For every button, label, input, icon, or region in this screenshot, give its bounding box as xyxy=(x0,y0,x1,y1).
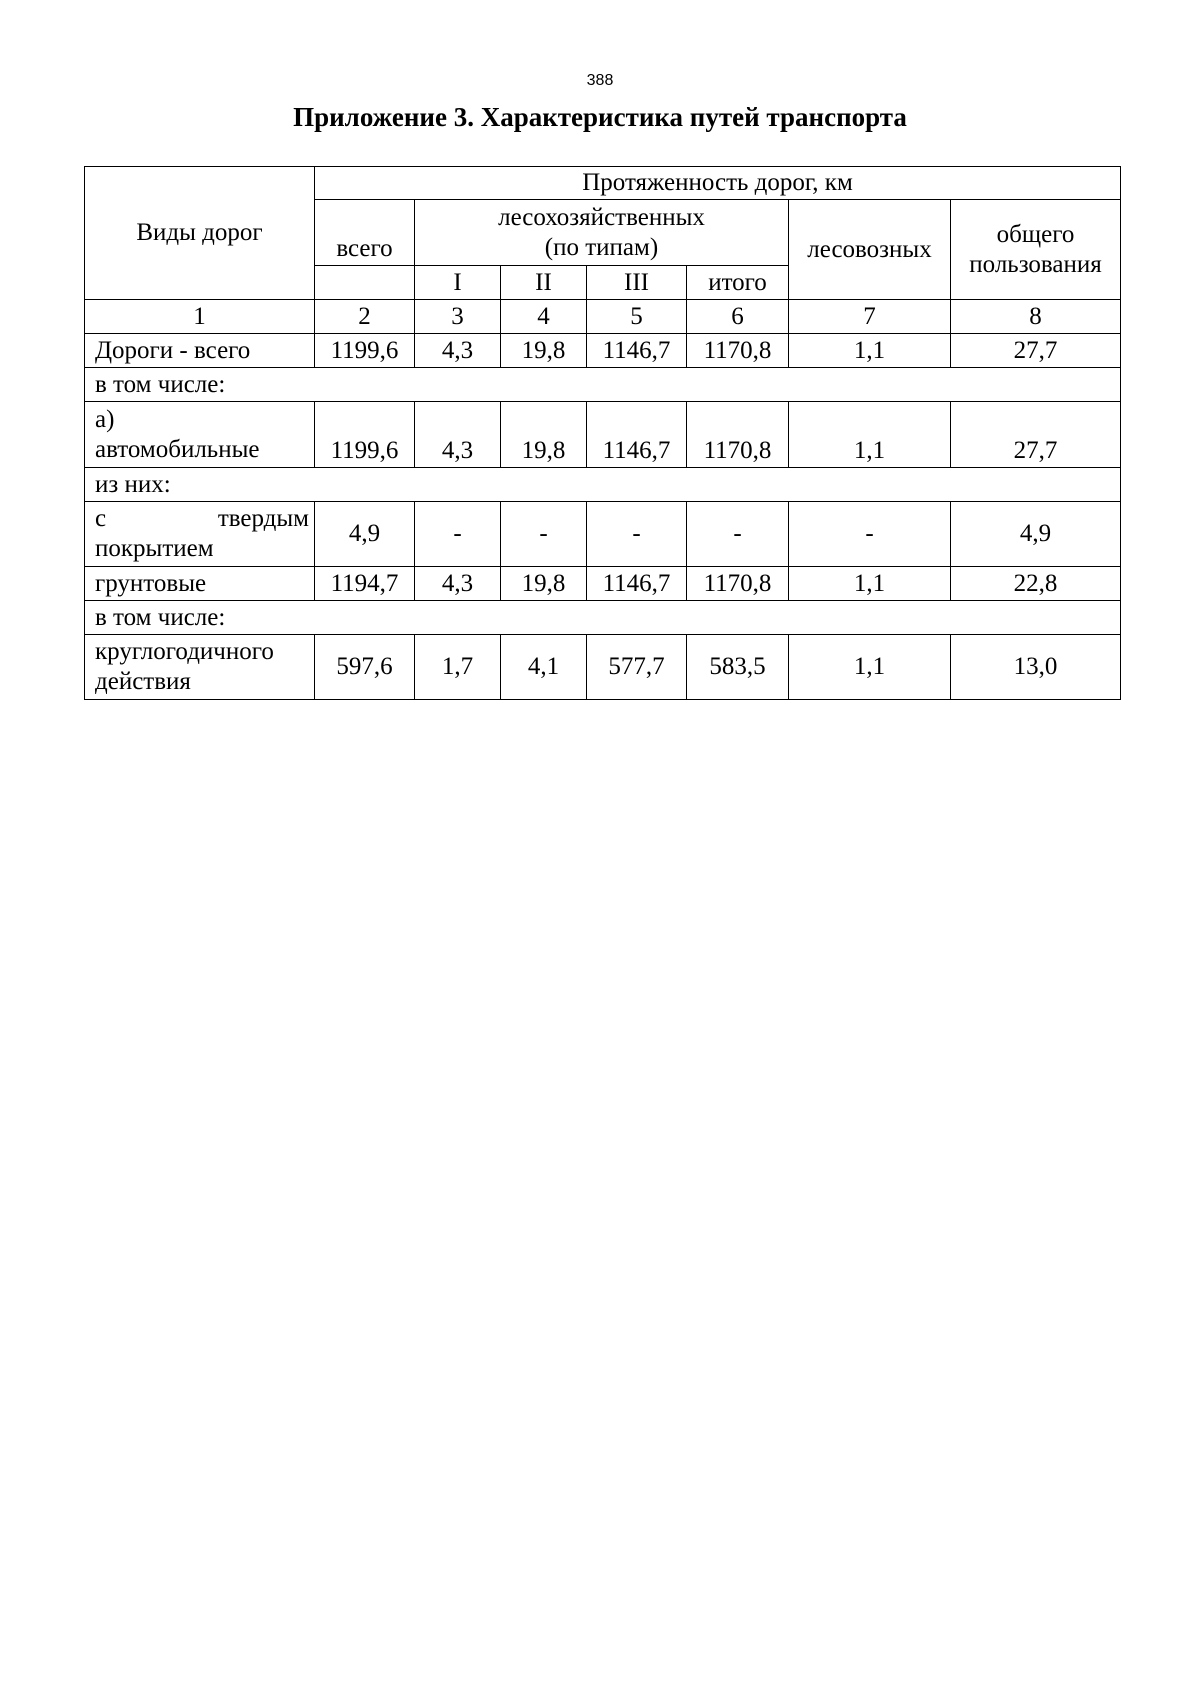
row-label: грунтовые xyxy=(85,567,315,601)
table-cell: 19,8 xyxy=(501,567,587,601)
roads-table xyxy=(84,166,1121,700)
table-cell: 27,7 xyxy=(951,402,1121,468)
table-cell: - xyxy=(501,502,587,567)
table-cell: 1,1 xyxy=(789,402,951,468)
table-cell: 1170,8 xyxy=(687,402,789,468)
col-number: 6 xyxy=(687,300,789,334)
table-cell: 1199,6 xyxy=(315,334,415,368)
header-total: всего xyxy=(315,200,415,266)
table-row-automobile xyxy=(85,402,1121,468)
header-type-2: II xyxy=(501,266,587,300)
header-subtotal: итого xyxy=(687,266,789,300)
table-cell: 22,8 xyxy=(951,567,1121,601)
appendix-title: Приложение 3. Характеристика путей транспорта xyxy=(293,102,907,132)
table-cell: 583,5 xyxy=(687,635,789,700)
row-label: с твердым покрытием xyxy=(85,502,315,567)
table-cell: 13,0 xyxy=(951,635,1121,700)
table-cell: 1170,8 xyxy=(687,334,789,368)
table-cell: 1194,7 xyxy=(315,567,415,601)
table-cell: - xyxy=(415,502,501,567)
table-cell: - xyxy=(687,502,789,567)
table-cell: 1146,7 xyxy=(587,402,687,468)
row-label: круглогодичного действия xyxy=(85,635,315,700)
table-cell: 1,1 xyxy=(789,567,951,601)
table-row-roads-total xyxy=(85,334,1121,368)
table-row-hard-surface xyxy=(85,502,1121,567)
header-row-1 xyxy=(85,167,1121,200)
col-number: 2 xyxy=(315,300,415,334)
header-forest-mgmt: лесохозяйственных (по типам) xyxy=(415,200,789,266)
header-public: общего пользования xyxy=(951,200,1121,300)
table-cell: 1199,6 xyxy=(315,402,415,468)
col-number: 4 xyxy=(501,300,587,334)
header-type-3: III xyxy=(587,266,687,300)
table-cell: 4,9 xyxy=(315,502,415,567)
table-cell: 4,9 xyxy=(951,502,1121,567)
table-cell: 1,7 xyxy=(415,635,501,700)
table-cell: 1146,7 xyxy=(587,567,687,601)
table-section-row xyxy=(85,368,1121,402)
table-cell: 1146,7 xyxy=(587,334,687,368)
col-number: 7 xyxy=(789,300,951,334)
table-cell: 4,3 xyxy=(415,567,501,601)
table-row-year-round xyxy=(85,635,1121,700)
table-cell: 1170,8 xyxy=(687,567,789,601)
table-row-dirt xyxy=(85,567,1121,601)
table-cell: 19,8 xyxy=(501,402,587,468)
row-label: Дороги - всего xyxy=(85,334,315,368)
page-number: 388 xyxy=(586,72,614,89)
header-logging: лесовозных xyxy=(789,200,951,300)
header-road-types: Виды дорог xyxy=(85,167,315,300)
header-type-1: I xyxy=(415,266,501,300)
table-cell: 1,1 xyxy=(789,635,951,700)
table-cell: 4,3 xyxy=(415,402,501,468)
table-section-row xyxy=(85,601,1121,635)
col-number: 5 xyxy=(587,300,687,334)
column-numbers-row xyxy=(85,300,1121,334)
section-label: в том числе: xyxy=(85,601,1121,635)
header-total-spacer xyxy=(315,266,415,300)
table-cell: - xyxy=(587,502,687,567)
table-cell: 4,3 xyxy=(415,334,501,368)
table-cell: 597,6 xyxy=(315,635,415,700)
table-cell: 577,7 xyxy=(587,635,687,700)
section-label: из них: xyxy=(85,468,1121,502)
table-section-row xyxy=(85,468,1121,502)
col-number: 1 xyxy=(85,300,315,334)
table-cell: 4,1 xyxy=(501,635,587,700)
col-number: 3 xyxy=(415,300,501,334)
table-cell: - xyxy=(789,502,951,567)
table-cell: 19,8 xyxy=(501,334,587,368)
col-number: 8 xyxy=(951,300,1121,334)
table-cell: 27,7 xyxy=(951,334,1121,368)
row-label: а) автомобильные xyxy=(85,402,315,468)
section-label: в том числе: xyxy=(85,368,1121,402)
header-length-group: Протяженность дорог, км xyxy=(315,167,1121,200)
table-cell: 1,1 xyxy=(789,334,951,368)
